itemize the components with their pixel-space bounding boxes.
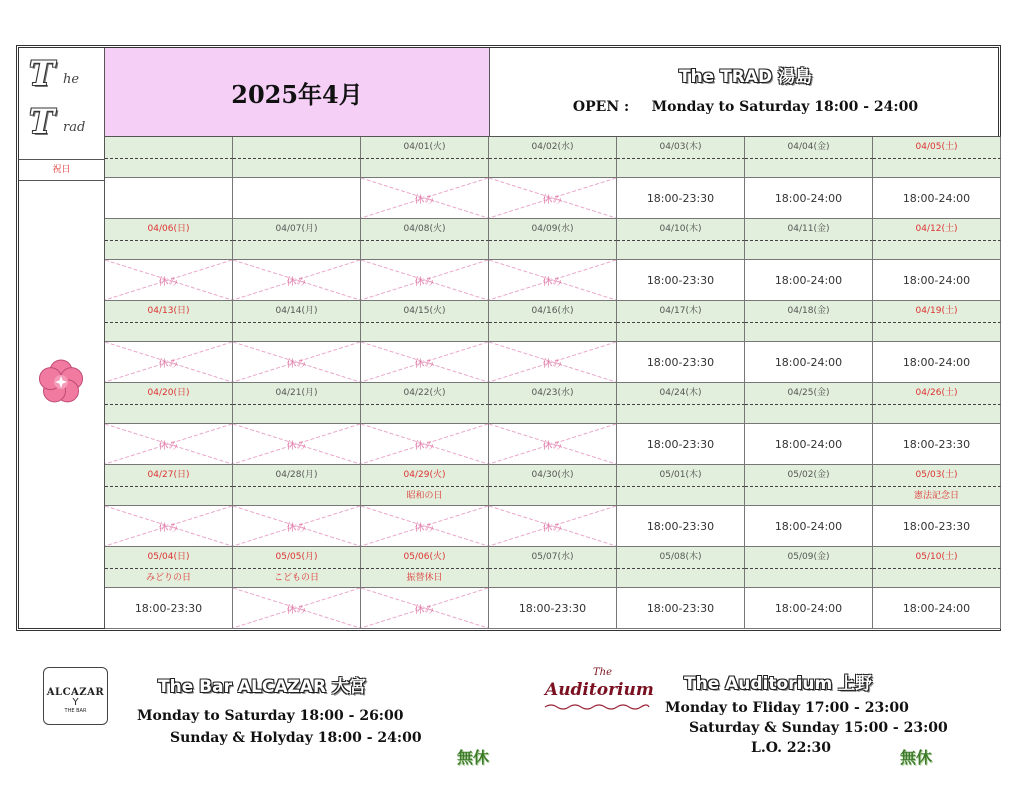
date-cell: 04/04(金)	[745, 137, 873, 159]
closed-label: 休み	[286, 604, 307, 616]
month-title-cell	[105, 48, 490, 137]
hours-cell: 18:00-24:00	[745, 506, 873, 547]
closed-label: 休み	[158, 522, 179, 534]
week-date-row	[105, 383, 1001, 405]
closed-label: 休み	[414, 358, 435, 370]
closed-cell	[105, 506, 233, 547]
holiday-cell	[873, 405, 1001, 424]
closed-label: 休み	[286, 276, 307, 288]
holiday-cell	[745, 323, 873, 342]
holiday-cell	[489, 241, 617, 260]
holiday-cell	[617, 405, 745, 424]
alcazar-logo-sub: THE BAR	[64, 708, 87, 714]
holiday-cell	[489, 569, 617, 588]
hours-cell: 18:00-24:00	[873, 342, 1001, 383]
trad-info-cell	[490, 48, 1001, 137]
calendar-grid	[105, 137, 1001, 629]
closed-label: 休み	[542, 358, 563, 370]
closed-label: 休み	[414, 276, 435, 288]
alcazar-title: The Bar ALCAZAR 大宮	[158, 677, 366, 697]
holiday-cell	[361, 405, 489, 424]
closed-label: 休み	[286, 522, 307, 534]
closed-label: 休み	[158, 358, 179, 370]
closed-label: 休み	[286, 358, 307, 370]
holiday-cell	[105, 159, 233, 178]
week-date-row	[105, 137, 1001, 159]
date-cell: 04/16(水)	[489, 301, 617, 323]
hours-cell: 18:00-24:00	[745, 178, 873, 219]
week-hours-row	[105, 424, 1001, 465]
closed-cell	[361, 424, 489, 465]
date-cell: 05/02(金)	[745, 465, 873, 487]
holiday-cell	[617, 569, 745, 588]
hours-cell: 18:00-24:00	[745, 424, 873, 465]
date-cell: 04/26(土)	[873, 383, 1001, 405]
closed-cell	[489, 260, 617, 301]
auditorium-last-order: L.O. 22:30	[751, 740, 831, 756]
auditorium-no-holiday: 無休	[900, 748, 933, 767]
alcazar-hours-holiday: Sunday & Holyday 18:00 - 24:00	[170, 730, 422, 746]
date-cell: 04/05(土)	[873, 137, 1001, 159]
date-cell: 04/22(火)	[361, 383, 489, 405]
closed-label: 休み	[414, 604, 435, 616]
holiday-cell	[617, 323, 745, 342]
holiday-cell: 憲法記念日	[873, 487, 1001, 506]
hours-cell: 18:00-23:30	[617, 588, 745, 629]
closed-label: 休み	[414, 440, 435, 452]
date-cell: 05/03(土)	[873, 465, 1001, 487]
date-cell: 04/18(金)	[745, 301, 873, 323]
ornament-icon	[543, 703, 651, 711]
hours-cell: 18:00-24:00	[745, 342, 873, 383]
holiday-cell	[617, 241, 745, 260]
date-cell: 04/21(月)	[233, 383, 361, 405]
closed-cell	[233, 424, 361, 465]
date-cell: 04/25(金)	[745, 383, 873, 405]
the-trad-logo	[19, 48, 105, 160]
trad-bar-name: The TRAD 湯島	[678, 67, 813, 87]
alcazar-hours-weekday: Monday to Saturday 18:00 - 26:00	[137, 708, 404, 724]
closed-cell	[105, 342, 233, 383]
open-hours: Monday to Saturday 18:00 - 24:00	[651, 99, 919, 115]
hours-cell: 18:00-24:00	[873, 588, 1001, 629]
closed-cell	[233, 588, 361, 629]
week-holiday-row	[105, 569, 1001, 588]
closed-label: 休み	[542, 276, 563, 288]
closed-label: 休み	[158, 440, 179, 452]
week-holiday-row	[105, 405, 1001, 424]
hours-cell: 18:00-23:30	[489, 588, 617, 629]
holiday-cell	[361, 323, 489, 342]
hours-cell: 18:00-23:30	[617, 424, 745, 465]
holiday-cell	[233, 487, 361, 506]
holiday-cell: みどりの日	[105, 569, 233, 588]
holiday-cell	[233, 241, 361, 260]
date-cell: 04/02(水)	[489, 137, 617, 159]
week-date-row	[105, 465, 1001, 487]
closed-cell	[361, 178, 489, 219]
holiday-cell	[745, 159, 873, 178]
month-title: 2025年4月	[231, 79, 363, 109]
holiday-cell	[873, 241, 1001, 260]
closed-label: 休み	[158, 276, 179, 288]
date-cell: 04/09(水)	[489, 219, 617, 241]
week-holiday-row	[105, 323, 1001, 342]
hours-cell: 18:00-24:00	[745, 588, 873, 629]
hours-cell: 18:00-24:00	[745, 260, 873, 301]
holiday-cell	[489, 323, 617, 342]
hours-cell: 18:00-23:30	[617, 260, 745, 301]
date-cell: 05/06(火)	[361, 547, 489, 569]
alcazar-no-holiday: 無休	[457, 748, 490, 767]
hours-cell: 18:00-24:00	[873, 260, 1001, 301]
hours-cell: 18:00-23:30	[617, 342, 745, 383]
closed-label: 休み	[414, 194, 435, 206]
holiday-cell	[873, 569, 1001, 588]
holiday-cell	[361, 159, 489, 178]
holiday-cell: 振替休日	[361, 569, 489, 588]
closed-cell	[233, 342, 361, 383]
closed-cell	[489, 424, 617, 465]
hours-cell: 18:00-23:30	[617, 178, 745, 219]
week-date-row	[105, 301, 1001, 323]
closed-cell	[233, 260, 361, 301]
auditorium-hours-weekend: Saturday & Sunday 15:00 - 23:00	[689, 720, 948, 736]
week-hours-row	[105, 506, 1001, 547]
week-holiday-row	[105, 487, 1001, 506]
holiday-row-label: 祝日	[19, 160, 105, 181]
date-cell: 04/27(日)	[105, 465, 233, 487]
holiday-cell	[361, 241, 489, 260]
date-cell	[105, 137, 233, 159]
calendar	[16, 45, 1001, 631]
date-cell: 04/12(土)	[873, 219, 1001, 241]
closed-cell	[489, 178, 617, 219]
closed-label: 休み	[542, 440, 563, 452]
closed-cell	[361, 260, 489, 301]
date-cell: 04/30(水)	[489, 465, 617, 487]
holiday-cell: こどもの日	[233, 569, 361, 588]
logo-text-rad: rad	[63, 120, 86, 135]
date-cell: 04/03(木)	[617, 137, 745, 159]
hours-cell	[105, 178, 233, 219]
date-cell: 04/11(金)	[745, 219, 873, 241]
week-hours-row	[105, 342, 1001, 383]
date-cell: 05/05(月)	[233, 547, 361, 569]
holiday-cell	[873, 323, 1001, 342]
date-cell: 04/10(木)	[617, 219, 745, 241]
closed-cell	[489, 506, 617, 547]
closed-label: 休み	[286, 440, 307, 452]
date-cell: 04/29(火)	[361, 465, 489, 487]
holiday-cell	[489, 159, 617, 178]
date-cell: 05/10(土)	[873, 547, 1001, 569]
holiday-cell	[745, 569, 873, 588]
date-cell: 05/08(木)	[617, 547, 745, 569]
holiday-cell	[873, 159, 1001, 178]
holiday-cell	[233, 323, 361, 342]
date-cell	[233, 137, 361, 159]
closed-cell	[105, 260, 233, 301]
date-cell: 04/07(月)	[233, 219, 361, 241]
glass-icon: Y	[72, 697, 79, 708]
date-cell: 04/08(火)	[361, 219, 489, 241]
open-label: OPEN :	[572, 99, 630, 115]
date-cell: 04/15(火)	[361, 301, 489, 323]
date-cell: 04/01(火)	[361, 137, 489, 159]
week-hours-row	[105, 260, 1001, 301]
closed-label: 休み	[414, 522, 435, 534]
date-cell: 05/07(水)	[489, 547, 617, 569]
closed-label: 休み	[542, 522, 563, 534]
holiday-cell	[105, 241, 233, 260]
hours-cell: 18:00-23:30	[105, 588, 233, 629]
alcazar-logo-text: ALCAZAR	[46, 687, 105, 698]
date-cell: 04/28(月)	[233, 465, 361, 487]
auditorium-hours-weekday: Monday to Fliday 17:00 - 23:00	[665, 700, 909, 716]
auditorium-title: The Auditorium 上野	[684, 674, 873, 694]
decoration-column	[19, 181, 105, 628]
holiday-cell	[745, 487, 873, 506]
hours-cell: 18:00-23:30	[617, 506, 745, 547]
holiday-cell	[105, 405, 233, 424]
date-cell: 04/19(土)	[873, 301, 1001, 323]
logo-text-he: he	[63, 72, 80, 87]
auditorium-logo-the: The	[593, 667, 613, 678]
date-cell: 04/24(木)	[617, 383, 745, 405]
date-cell: 04/14(月)	[233, 301, 361, 323]
week-holiday-row	[105, 159, 1001, 178]
date-cell: 04/17(木)	[617, 301, 745, 323]
hours-cell: 18:00-24:00	[873, 178, 1001, 219]
hours-cell: 18:00-23:30	[873, 424, 1001, 465]
date-cell: 04/20(日)	[105, 383, 233, 405]
closed-label: 休み	[542, 194, 563, 206]
trad-open-line	[490, 99, 1001, 115]
date-cell: 04/13(日)	[105, 301, 233, 323]
holiday-cell	[105, 487, 233, 506]
closed-cell	[361, 342, 489, 383]
holiday-cell	[105, 323, 233, 342]
auditorium-logo-text: Auditorium	[545, 680, 654, 700]
holiday-cell	[489, 487, 617, 506]
auditorium-logo	[543, 667, 654, 713]
hours-cell	[233, 178, 361, 219]
date-cell: 05/01(木)	[617, 465, 745, 487]
date-cell: 04/23(水)	[489, 383, 617, 405]
holiday-cell	[617, 487, 745, 506]
week-hours-row	[105, 588, 1001, 629]
holiday-cell	[745, 241, 873, 260]
logo-letter-t: T	[29, 54, 55, 94]
week-holiday-row	[105, 241, 1001, 260]
date-cell: 05/09(金)	[745, 547, 873, 569]
closed-cell	[361, 506, 489, 547]
logo-letter-t2: T	[29, 102, 55, 142]
holiday-cell: 昭和の日	[361, 487, 489, 506]
closed-cell	[233, 506, 361, 547]
alcazar-logo	[43, 667, 108, 725]
holiday-cell	[233, 405, 361, 424]
week-date-row	[105, 219, 1001, 241]
week-hours-row	[105, 178, 1001, 219]
holiday-cell	[233, 159, 361, 178]
week-date-row	[105, 547, 1001, 569]
date-cell: 05/04(日)	[105, 547, 233, 569]
closed-cell	[361, 588, 489, 629]
closed-cell	[105, 424, 233, 465]
sakura-flower-icon	[36, 357, 86, 405]
hours-cell: 18:00-23:30	[873, 506, 1001, 547]
holiday-cell	[489, 405, 617, 424]
date-cell: 04/06(日)	[105, 219, 233, 241]
closed-cell	[489, 342, 617, 383]
holiday-cell	[617, 159, 745, 178]
holiday-cell	[745, 405, 873, 424]
